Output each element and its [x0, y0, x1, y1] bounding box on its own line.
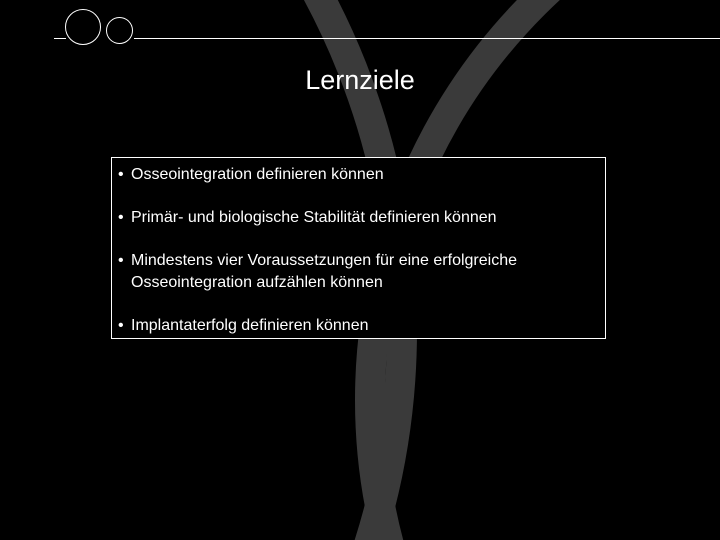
- objective-text: Primär- und biologische Stabilität definieren können: [131, 209, 497, 226]
- list-item: [118, 164, 597, 186]
- list-item: [118, 207, 597, 229]
- objectives-list: [118, 164, 597, 336]
- bullet-icon: •: [118, 316, 124, 334]
- list-item: [118, 315, 597, 337]
- bullet-icon: •: [118, 166, 124, 183]
- slide-title: Lernziele: [305, 65, 415, 95]
- objectives-box: [111, 157, 606, 339]
- objective-text: Osseointegration definieren können: [131, 166, 384, 183]
- objective-text: Implantaterfolg definieren können: [131, 316, 369, 334]
- list-item: [118, 250, 597, 293]
- bullet-icon: •: [118, 252, 124, 269]
- logo-small-circle-icon: [106, 17, 133, 44]
- header-rule-right: [134, 38, 720, 39]
- bullet-icon: •: [118, 209, 124, 226]
- objective-text: Mindestens vier Voraussetzungen für eine erfolgreiche Osseointegration aufzählen können: [131, 252, 517, 291]
- logo-large-circle-icon: [65, 9, 101, 45]
- header-rule-left: [54, 38, 66, 39]
